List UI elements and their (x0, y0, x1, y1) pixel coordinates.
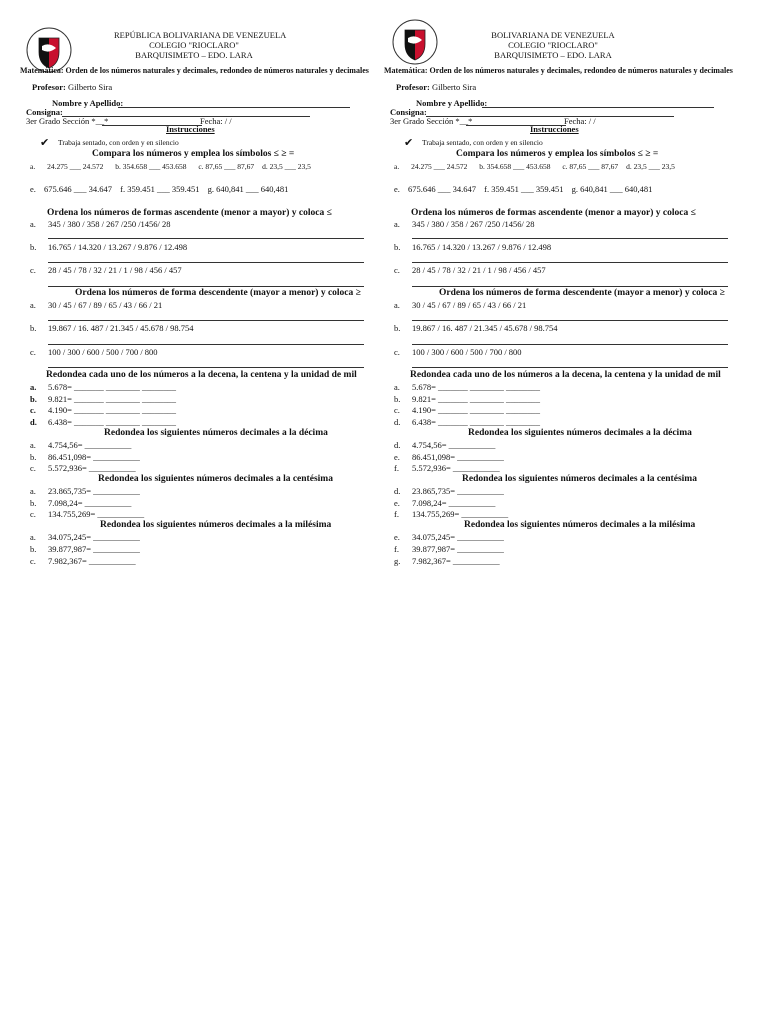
list-item: b. 9.821= _______ ________ ________ (30, 394, 177, 404)
profesor-line: Profesor: Gilberto Sira (32, 82, 113, 92)
section-round-hundredth-title: Redondea los siguientes números decimales a la centésima (462, 474, 697, 484)
answer-line[interactable] (412, 238, 728, 239)
school-header: REPÚBLICA BOLIVARIANA DE VENEZUELA COLEGIO "RIOCLARO" BARQUISIMETO – EDO. LARA (114, 30, 287, 60)
list-item: a. 30 / 45 / 67 / 89 / 65 / 43 / 66 / 21 (30, 300, 163, 310)
list-item: a. 30 / 45 / 67 / 89 / 65 / 43 / 66 / 21 (394, 300, 527, 310)
compare-row-1: a. 24.275 ___ 24.572 b. 354.658 ___ 453.658 c. 87,65 ___ 87,67 d. 23,5 ___ 23,5 (394, 162, 675, 171)
nombre-label: Nombre y Apellido: (52, 98, 124, 108)
list-item: c. 28 / 45 / 78 / 32 / 21 / 1 / 98 / 456 / 457 (30, 265, 182, 275)
list-item: e. 86.451,098= ___________ (394, 452, 504, 462)
section-descending-title: Ordena los números de forma descendente (mayor a menor) y coloca ≥ (439, 288, 725, 298)
answer-line[interactable] (48, 320, 364, 321)
list-item: d. 23.865,735= ___________ (394, 486, 504, 496)
worksheet-right (382, 18, 734, 578)
list-item: c. 4.190= _______ ________ ________ (30, 405, 177, 415)
list-item: a. 345 / 380 / 358 / 267 /250 /1456/ 28 (30, 219, 171, 229)
section-descending-title: Ordena los números de forma descendente (mayor a menor) y coloca ≥ (75, 288, 361, 298)
list-item: c. 5.572,936= ___________ (30, 463, 136, 473)
worksheet-title: Matemática: Orden de los números naturales y decimales, redondeo de números naturales y decimales (20, 66, 369, 75)
section-round-thousandth-title: Redondea los siguientes números decimales a la milésima (100, 520, 332, 530)
fecha-label: Fecha: / / (200, 116, 232, 126)
section-round-integers-title: Redondea cada uno de los números a la decena, la centena y la unidad de mil (410, 370, 721, 380)
list-item: b. 7.098,24= ___________ (30, 498, 132, 508)
checkmark-icon: ✔ (404, 137, 414, 149)
list-item: b. 19.867 / 16. 487 / 21.345 / 45.678 / 98.754 (394, 323, 558, 333)
school-header: BOLIVARIANA DE VENEZUELA COLEGIO "RIOCLARO" BARQUISIMETO – EDO. LARA (491, 30, 615, 60)
answer-line[interactable] (48, 262, 364, 263)
list-item: b. 9.821= _______ ________ ________ (394, 394, 541, 404)
section-ascending-title: Ordena los números de formas ascendente (menor a mayor) y coloca ≤ (47, 208, 332, 218)
section-round-integers-title: Redondea cada uno de los números a la decena, la centena y la unidad de mil (46, 370, 357, 380)
checkmark-icon: ✔ (40, 137, 50, 149)
list-item: a. 5.678= _______ ________ ________ (394, 382, 541, 392)
list-item: a. 345 / 380 / 358 / 267 /250 /1456/ 28 (394, 219, 535, 229)
answer-line[interactable] (412, 262, 728, 263)
list-item: c. 100 / 300 / 600 / 500 / 700 / 800 (30, 347, 158, 357)
answer-line[interactable] (412, 286, 728, 287)
instruccion-1: Trabaja sentado, con orden y en silencio (58, 138, 179, 147)
compare-row-2: e. 675.646 ___ 34.647 f. 359.451 ___ 359.451 g. 640,841 ___ 640,481 (30, 184, 289, 194)
list-item: b. 16.765 / 14.320 / 13.267 / 9.876 / 12.498 (394, 242, 552, 252)
list-item: e. 7.098,24= ___________ (394, 498, 496, 508)
worksheet-left (14, 18, 369, 578)
answer-line[interactable] (412, 320, 728, 321)
consigna-label: Consigna: (390, 107, 427, 117)
compare-row-1: a. 24.275 ___ 24.572 b. 354.658 ___ 453.658 c. 87,65 ___ 87,67 d. 23,5 ___ 23,5 (30, 162, 311, 171)
list-item: c. 100 / 300 / 600 / 500 / 700 / 800 (394, 347, 522, 357)
list-item: f. 134.755,269= ___________ (394, 509, 509, 519)
answer-line[interactable] (412, 367, 728, 368)
fecha-label: Fecha: / / (564, 116, 596, 126)
grado-seccion: 3er Grado Sección *__* (26, 116, 109, 126)
section-round-tenth-title: Redondea los siguientes números decimales a la décima (104, 428, 328, 438)
section-round-hundredth-title: Redondea los siguientes números decimales a la centésima (98, 474, 333, 484)
answer-line[interactable] (48, 238, 364, 239)
list-item: b. 86.451,098= ___________ (30, 452, 140, 462)
profesor-line: Profesor: Gilberto Sira (396, 82, 477, 92)
answer-line[interactable] (48, 344, 364, 345)
section-compare-title: Compara los números y emplea los símbolos ≤ ≥ = (456, 149, 659, 159)
nombre-label: Nombre y Apellido: (416, 98, 488, 108)
instrucciones-heading: Instrucciones (166, 124, 215, 134)
list-item: f. 39.877,987= ___________ (394, 544, 504, 554)
list-item: d. 4.754,56= ___________ (394, 440, 496, 450)
instrucciones-heading: Instrucciones (530, 124, 579, 134)
compare-row-2: e. 675.646 ___ 34.647 f. 359.451 ___ 359.451 g. 640,841 ___ 640,481 (394, 184, 653, 194)
list-item: c. 4.190= _______ ________ ________ (394, 405, 541, 415)
list-item: e. 34.075,245= ___________ (394, 532, 504, 542)
list-item: f. 5.572,936= ___________ (394, 463, 500, 473)
worksheet-title: Matemática: Orden de los números naturales y decimales, redondeo de números naturales y decimales (384, 66, 733, 75)
nombre-field-line[interactable] (118, 107, 350, 108)
school-logo (390, 14, 440, 70)
consigna-label: Consigna: (26, 107, 63, 117)
section-ascending-title: Ordena los números de formas ascendente (menor a mayor) y coloca ≤ (411, 208, 696, 218)
list-item: d. 6.438= _______ ________ ________ (30, 417, 177, 427)
list-item: c. 7.982,367= ___________ (30, 556, 136, 566)
instruccion-1: Trabaja sentado, con orden y en silencio (422, 138, 543, 147)
nombre-field-line[interactable] (482, 107, 714, 108)
answer-line[interactable] (48, 367, 364, 368)
list-item: b. 16.765 / 14.320 / 13.267 / 9.876 / 12.498 (30, 242, 188, 252)
list-item: a. 23.865,735= ___________ (30, 486, 140, 496)
section-round-tenth-title: Redondea los siguientes números decimales a la décima (468, 428, 692, 438)
answer-line[interactable] (48, 286, 364, 287)
list-item: b. 39.877,987= ___________ (30, 544, 140, 554)
list-item: c. 134.755,269= ___________ (30, 509, 145, 519)
section-compare-title: Compara los números y emplea los símbolos ≤ ≥ = (92, 149, 295, 159)
list-item: a. 5.678= _______ ________ ________ (30, 382, 177, 392)
section-round-thousandth-title: Redondea los siguientes números decimales a la milésima (464, 520, 696, 530)
list-item: b. 19.867 / 16. 487 / 21.345 / 45.678 / 98.754 (30, 323, 194, 333)
answer-line[interactable] (412, 344, 728, 345)
list-item: d. 6.438= _______ ________ ________ (394, 417, 541, 427)
list-item: a. 4.754,56= ___________ (30, 440, 132, 450)
grado-seccion: 3er Grado Sección *__* (390, 116, 473, 126)
list-item: g. 7.982,367= ___________ (394, 556, 500, 566)
list-item: a. 34.075,245= ___________ (30, 532, 140, 542)
list-item: c. 28 / 45 / 78 / 32 / 21 / 1 / 98 / 456 / 457 (394, 265, 546, 275)
